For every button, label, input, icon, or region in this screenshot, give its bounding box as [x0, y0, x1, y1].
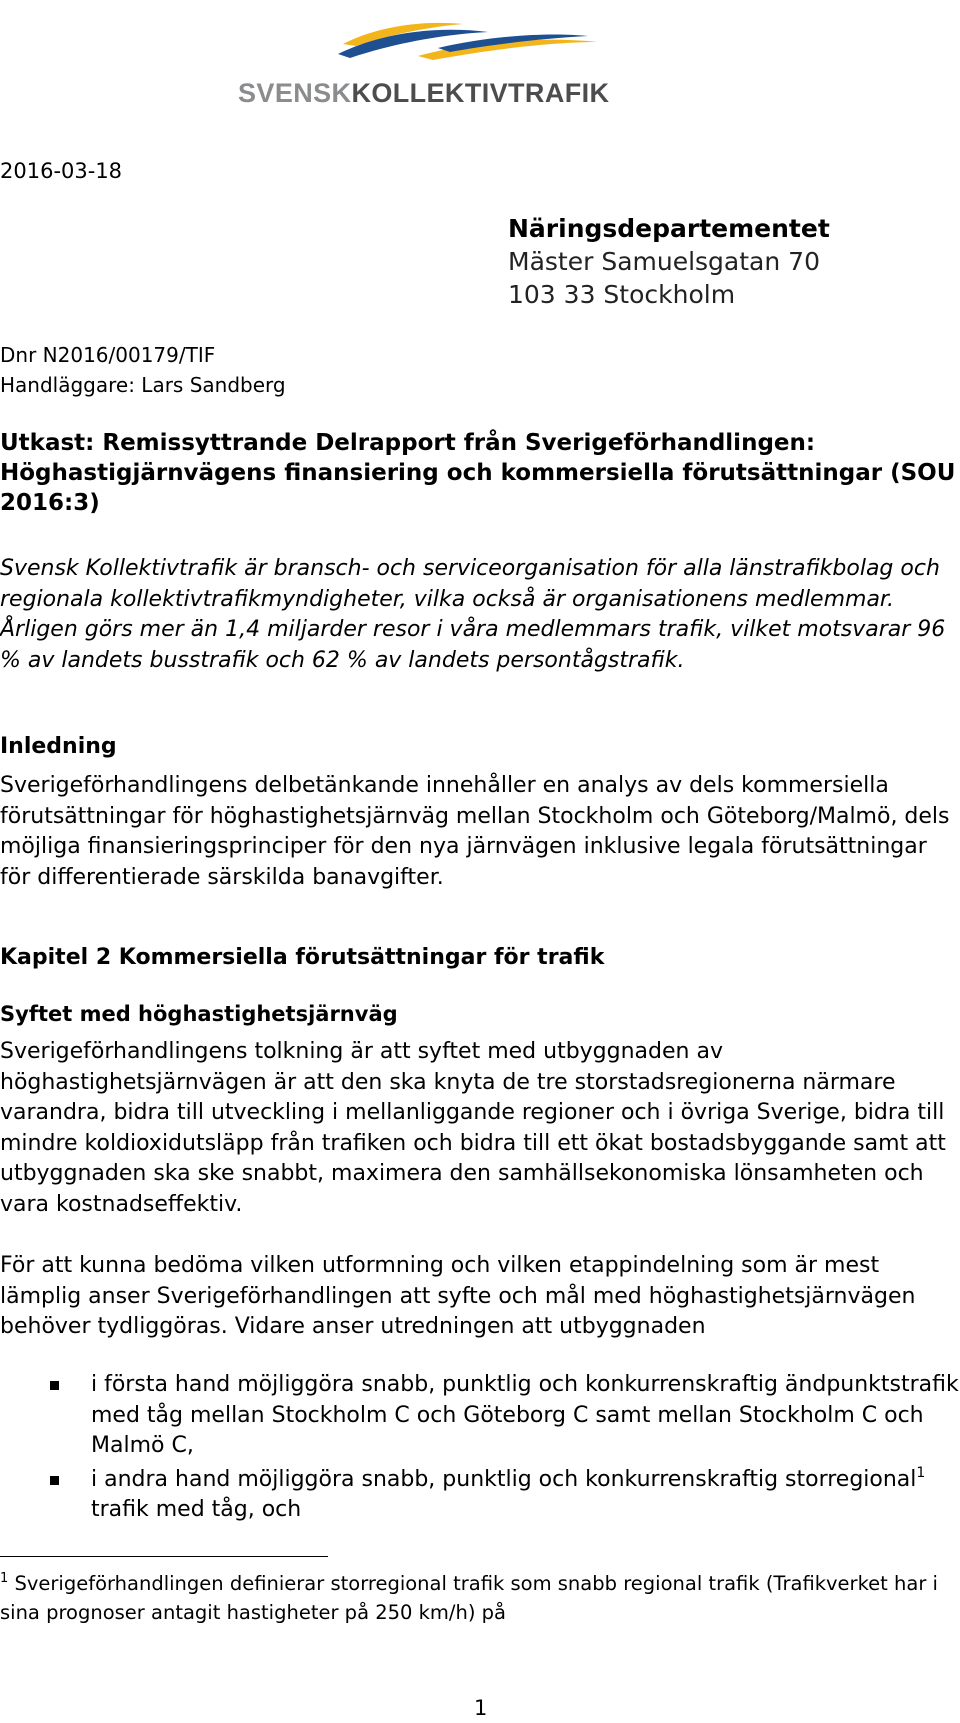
footnote-reference: 1 [916, 1464, 926, 1481]
paragraph-syftet: Sverigeförhandlingens tolkning är att syftet med utbyggnaden av höghastighetsjärnvägen är att den ska knyta de tre storstadsregionerna närmare varandra, bidra till utveckling i mellanliggande regioner och i övriga Sverige, bidra till mindre koldioxidutsläpp från trafiken och bidra till ett ökat bostadsbyggande samt att utbyggnaden ska ske snabbt, maximera den samhällsekonomiska lönsamheten och vara kostnadseffektiv. [0, 1039, 946, 1217]
list-item [0, 1465, 960, 1526]
document-date: 2016-03-18 [0, 159, 123, 183]
list-item-text: i andra hand möjliggöra snabb, punktlig och konkurrenskraftig storregional [91, 1466, 917, 1492]
reference-dnr: Dnr N2016/00179/TIF [0, 343, 216, 367]
organization-logo [238, 12, 618, 108]
recipient-address [508, 212, 830, 311]
footnote [0, 1569, 960, 1627]
list-item [0, 1370, 960, 1462]
reference-handler: Handläggare: Lars Sandberg [0, 373, 286, 397]
paragraph-utformning: För att kunna bedöma vilken utformning och vilken etappindelning som är mest lämplig anser Sverigeförhandlingen att syfte och mål med höghastighetsjärnvägen behöver tydliggöras. Vidare anser utredningen att utbyggnaden [0, 1253, 916, 1339]
list-item-text-cont: trafik med tåg, och [91, 1497, 302, 1522]
square-bullet-icon [50, 1476, 59, 1485]
heading-inledning: Inledning [0, 734, 117, 759]
reference-block [0, 340, 286, 400]
logo-word-part2: KOLLEKTIVTRAFIK [351, 78, 610, 108]
recipient-name: Näringsdepartementet [508, 214, 830, 243]
logo-swoosh-icon [238, 12, 618, 72]
paragraph-inledning: Sverigeförhandlingens delbetänkande innehåller en analys av dels kommersiella förutsättningar för höghastighetsjärnväg mellan Stockholm och Göteborg/Malmö, dels möjliga finansieringsprinciper för den nya järnvägen inklusive legala förutsättningar för differentierade särskilda banavgifter. [0, 773, 950, 890]
square-bullet-icon [50, 1381, 59, 1390]
footnote-marker: 1 [0, 1571, 9, 1586]
footnote-text: Sverigeförhandlingen definierar storregional trafik som snabb regional trafik (Trafikverket har i sina prognoser antagit hastigheter på 250 km/h) på [0, 1572, 938, 1624]
page-number: 1 [474, 1696, 488, 1720]
footnote-divider [0, 1556, 328, 1557]
logo-word-part1: SVENSK [238, 78, 352, 108]
bullet-list [0, 1370, 960, 1529]
subheading-syftet: Syftet med höghastighetsjärnväg [0, 1002, 398, 1026]
list-item-text: i första hand möjliggöra snabb, punktlig och konkurrenskraftig ändpunktstrafik med tåg mellan Stockholm C och Göteborg C samt mellan Stockholm C och Malmö C, [91, 1372, 959, 1458]
heading-kapitel-2: Kapitel 2 Kommersiella förutsättningar för trafik [0, 945, 605, 970]
recipient-city: 103 33 Stockholm [508, 280, 736, 309]
recipient-street: Mäster Samuelsgatan 70 [508, 247, 820, 276]
document-title: Utkast: Remissyttrande Delrapport från Sverigeförhandlingen: Höghastigjärnvägens finansiering och kommersiella förutsättningar (SOU 2016:3) [0, 430, 956, 516]
organization-intro: Svensk Kollektivtrafik är bransch- och serviceorganisation för alla länstrafikbolag och regionala kollektivtrafikmyndigheter, vilka också är organisationens medlemmar. Årligen görs mer än 1,4 miljarder resor i våra medlemmars trafik, vilket motsvarar 96 % av landets busstrafik och 62 % av landets persontågstrafik. [0, 556, 946, 673]
logo-wordmark [238, 78, 609, 109]
